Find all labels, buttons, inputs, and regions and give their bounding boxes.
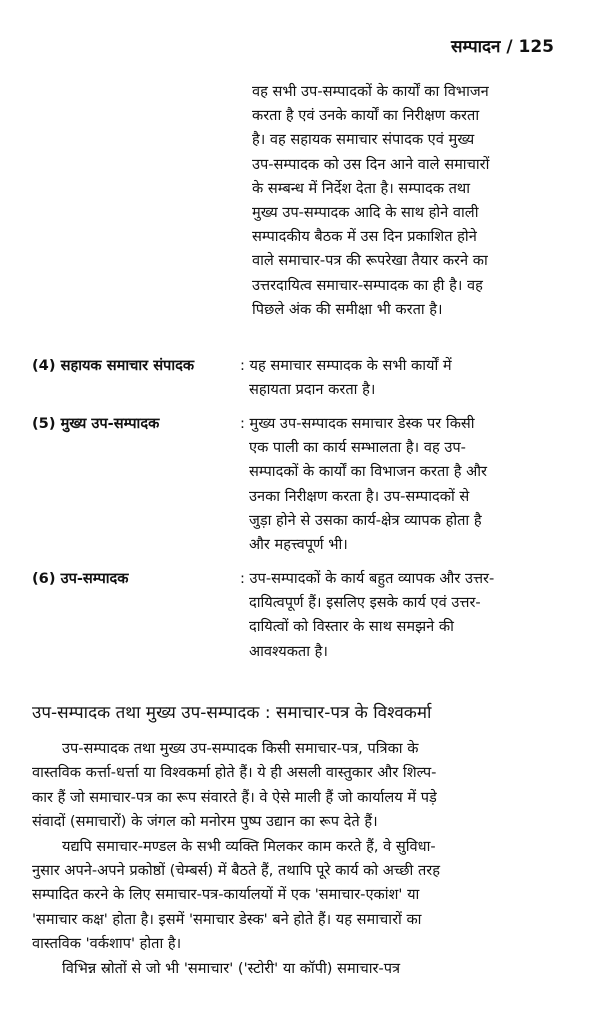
text-line: उत्तरदायित्व समाचार-सम्पादक का ही है। वह [252,276,483,294]
running-head: सम्पादन / 125 [451,37,554,57]
intro-paragraph [252,80,562,322]
text-line: एक पाली का कार्य सम्भालता है। वह उप- [249,439,466,457]
text-line: : मुख्य उप-सम्पादक समाचार डेस्क पर किसी [240,415,475,432]
text-line: मुख्य उप-सम्पादक आदि के साथ होने वाली [252,204,479,222]
text-line: सम्पादकों के कार्यों का विभाजन करता है और [249,463,488,481]
text-line: है। वह सहायक समाचार संपादक एवं मुख्य [252,131,475,149]
text-line: वास्तविक कर्त्ता-धर्त्ता या विश्वकर्मा होते हैं। ये ही असली वास्तुकार और शिल्प- [32,764,437,782]
text-line: करता है एवं उनके कार्यों का निरीक्षण करता [252,107,480,125]
text-line: उप-सम्पादक तथा मुख्य उप-सम्पादक किसी समाचार-पत्र, पत्रिका के [62,740,419,757]
text-line: आवश्यकता है। [249,642,328,660]
text-line: सम्पादकीय बैठक में उस दिन प्रकाशित होने [252,228,477,246]
text-line: नुसार अपने-अपने प्रकोष्ठों (चेम्बर्स) में बैठते हैं, तथापि पूरे कार्य को अच्छी तरह [32,862,440,880]
entry-label-assistant-news-editor: (4) सहायक समाचार संपादक [32,357,195,374]
section-body [32,737,572,981]
paragraph [32,835,572,957]
text-line: दायित्वों को विस्तार के साथ समझने की [249,618,454,636]
text-line: सम्पादित करने के लिए समाचार-पत्र-कार्यालयों में एक 'समाचार-एकांश' या [32,886,420,904]
text-line: उनका निरीक्षण करता है। उप-सम्पादकों से [249,487,470,505]
entry-label-chief-sub-editor: (5) मुख्य उप-सम्पादक [32,415,160,432]
entry-label-sub-editor: (6) उप-सम्पादक [32,570,129,587]
text-line: कार हैं जो समाचार-पत्र का रूप संवारते हैं। वे ऐसे माली हैं जो कार्यालय में पड़े [32,788,437,806]
text-line: पिछले अंक की समीक्षा भी करता है। [252,300,443,318]
text-line: वास्तविक 'वर्कशाप' होता है। [32,935,182,953]
paragraph [32,737,572,835]
text-line: जुड़ा होने से उसका कार्य-क्षेत्र व्यापक होता है [249,511,482,529]
text-line: : उप-सम्पादकों के कार्य बहुत व्यापक और उत्तर- [240,570,495,587]
text-line: उप-सम्पादक को उस दिन आने वाले समाचारों [252,155,490,173]
text-line: वाले समाचार-पत्र की रूपरेखा तैयार करने का [252,252,488,270]
text-line: : यह समाचार सम्पादक के सभी कार्यों में [240,357,452,374]
text-line: 'समाचार कक्ष' होता है। इसमें 'समाचार डेस्क' बने होते हैं। यह समाचारों का [32,910,422,928]
text-line: सहायता प्रदान करता है। [249,381,376,399]
entry-body-assistant-news-editor [240,354,562,402]
entry-body-sub-editor [240,567,562,664]
paragraph [32,957,572,981]
text-line: यद्यपि समाचार-मण्डल के सभी व्यक्ति मिलकर काम करते हैं, वे सुविधा- [62,837,436,855]
text-line: और महत्त्वपूर्ण भी। [249,536,348,554]
text-line: संवादों (समाचारों) के जंगल को मनोरम पुष्प उद्यान का रूप देते हैं। [32,813,378,831]
text-line: के सम्बन्ध में निर्देश देता है। सम्पादक तथा [252,179,471,197]
entry-body-chief-sub-editor [240,412,562,557]
text-line: वह सभी उप-सम्पादकों के कार्यों का विभाजन [252,83,489,100]
section-heading: उप-सम्पादक तथा मुख्य उप-सम्पादक : समाचार-पत्र के विश्वकर्मा [32,703,432,723]
text-line: विभिन्न स्रोतों से जो भी 'समाचार' ('स्टोरी' या कॉपी) समाचार-पत्र [62,959,401,977]
text-line: दायित्वपूर्ण हैं। इसलिए इसके कार्य एवं उत्तर- [249,594,481,612]
